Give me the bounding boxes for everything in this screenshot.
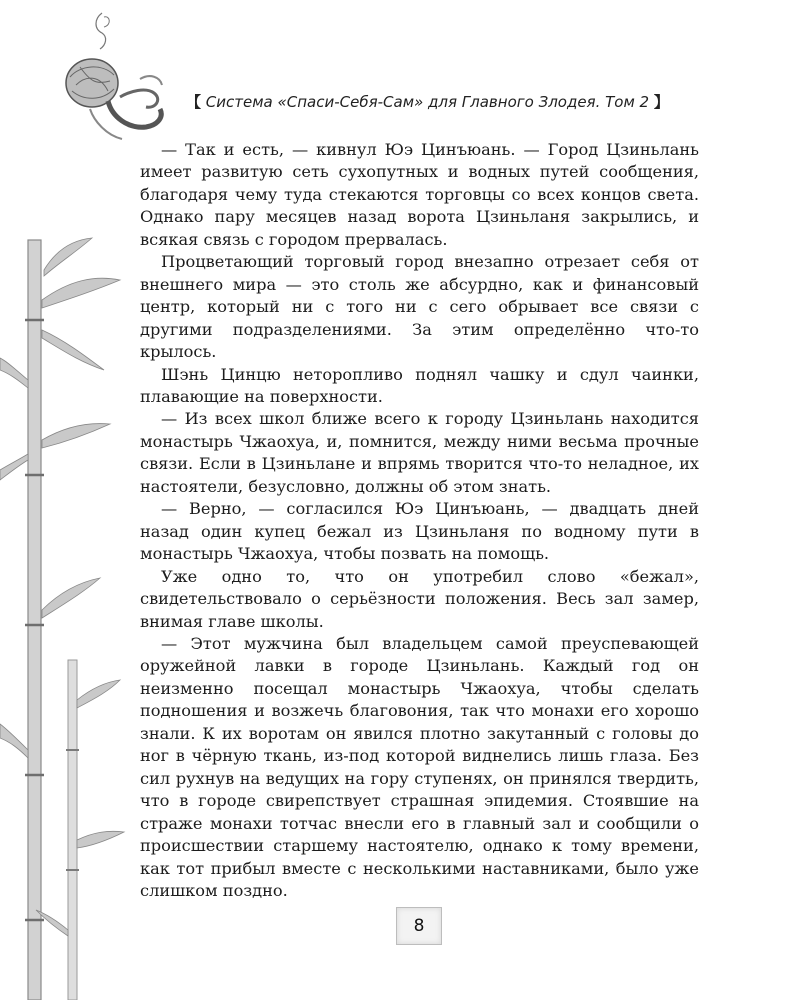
- paragraph: — Так и есть, — кивнул Юэ Цинъюань. — Город Цзиньлань имеет развитую сеть сухопутных и водных путей сообщения, благодаря чему туда стекаются торговцы со всех концов света. Однако пару месяцев назад ворота Цзиньланя закрылись, и всякая связь с городом прервалась.: [140, 140, 699, 249]
- book-title: Система «Спаси-Себя-Сам» для Главного Злодея. Том 2: [205, 93, 650, 111]
- paragraph: Шэнь Цинцю неторопливо поднял чашку и сдул чаинки, плавающие на поверхности.: [140, 364, 699, 406]
- header-open-bracket: 【: [186, 93, 202, 111]
- paragraph: — Этот мужчина был владельцем самой преуспевающей оружейной лавки в городе Цзиньлань. Каждый год он неизменно посещал монастырь Чжаохуа, чтобы сделать подношения и возжечь благовония, так что монахи его хорошо знали. К их воротам он явился плотно закутанный с головы до ног в чёрную ткань, из-под которой виднелись лишь глаза. Без сил рухнув на ведущих на гору ступенях, он принялся твердить, что в городе свирепствует страшная эпидемия. Стоявшие на страже монахи тотчас внесли его в главный зал и сообщили о происшествии старшему настоятелю, однако к тому времени, как тот прибыл вместе с несколькими наставниками, было уже слишком поздно.: [140, 633, 699, 900]
- page-number-box: [396, 907, 442, 945]
- page-number: 8: [413, 916, 425, 936]
- paragraph: — Из всех школ ближе всего к городу Цзиньлань находится монастырь Чжаохуа, и, помнится, между ними весьма прочные связи. Если в Цзиньлане и впрямь творится что-то неладное, их настоятели, безусловно, должны об этом знать.: [140, 409, 699, 496]
- header-close-bracket: 】: [653, 93, 669, 111]
- bamboo-illustration: [0, 230, 130, 1000]
- dragon-ornament-illustration: [50, 5, 170, 155]
- paragraph: Процветающий торговый город внезапно отрезает себя от внешнего мира — это столь же абсурдно, как и финансовый центр, который ни с того ни с сего обрывает все связи с другими подразделениями. За этим определённо что-то крылось.: [140, 252, 699, 362]
- running-header: [186, 91, 669, 112]
- body-text: [140, 139, 699, 902]
- paragraph: Уже одно то, что он употребил слово «бежал», свидетельствовало о серьёзности положения. Весь зал замер, внимая главе школы.: [140, 566, 699, 631]
- paragraph: — Верно, — согласился Юэ Цинъюань, — двадцать дней назад один купец бежал из Цзиньланя по водному пути в монастырь Чжаохуа, чтобы позвать на помощь.: [140, 499, 699, 564]
